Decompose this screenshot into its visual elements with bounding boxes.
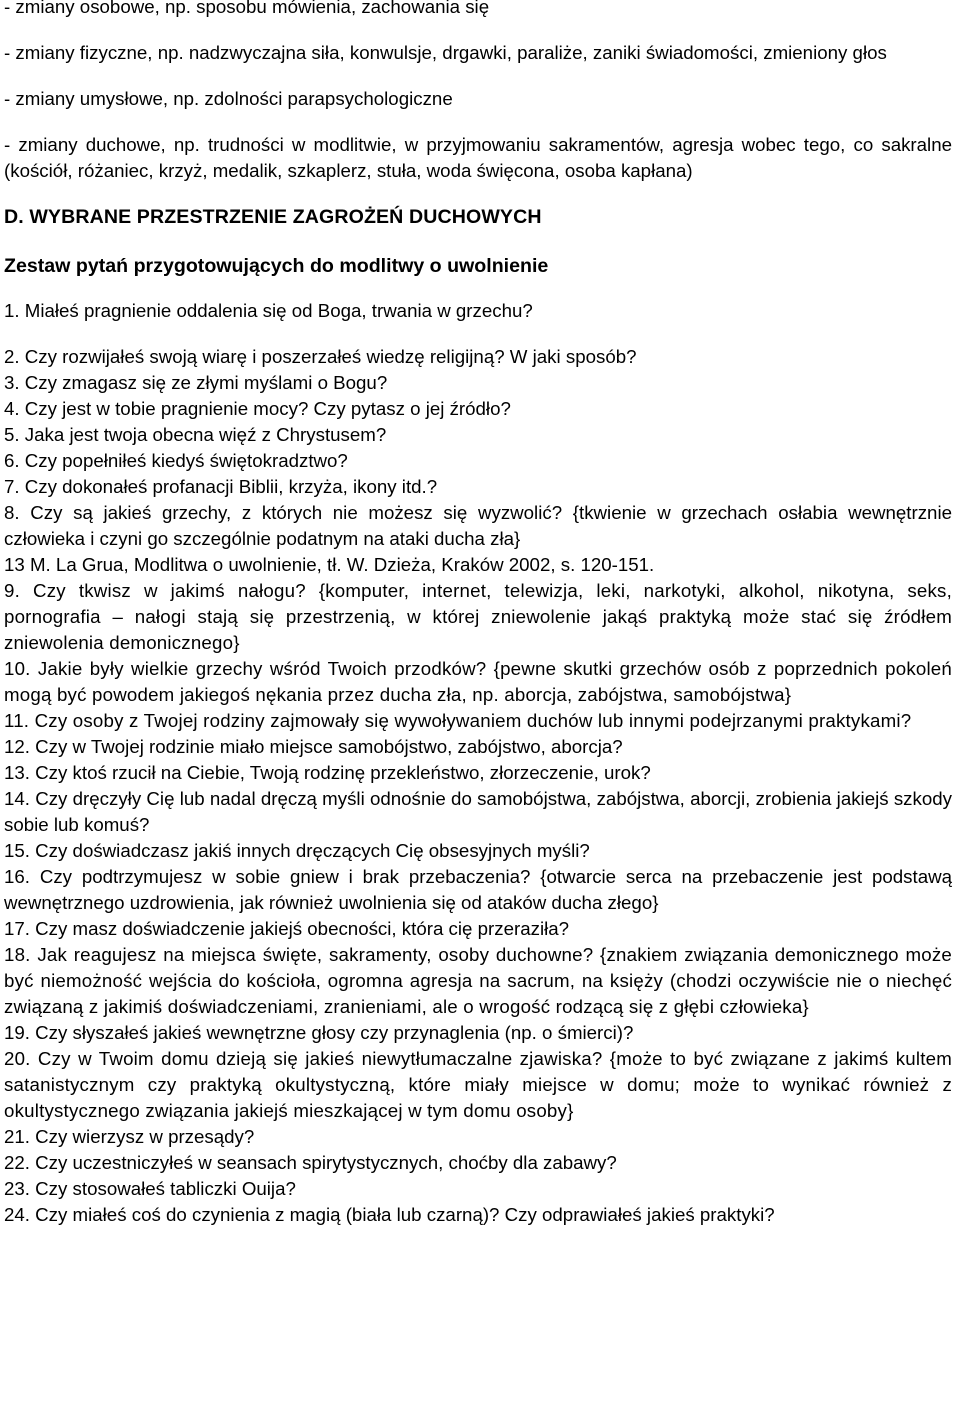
question-item: 23. Czy stosowałeś tabliczki Ouija? [4, 1178, 296, 1199]
section-heading: D. WYBRANE PRZESTRZENIE ZAGROŻEŃ DUCHOWYCH [4, 206, 542, 228]
question-item: 15. Czy doświadczasz jakiś innych dręczących Cię obsesyjnych myśli? [4, 840, 590, 861]
question-item: 1. Miałeś pragnienie oddalenia się od Boga, trwania w grzechu? [4, 300, 533, 321]
question-item: 9. Czy tkwisz w jakimś nałogu? {komputer, internet, telewizja, leki, narkotyki, alkohol, nikotyna, seks, pornografia – nałogi stają się przestrzenią, w której zniewolenie jakąś praktyką może stać się źródłem zniewolenia demonicznego} [4, 580, 952, 653]
symptom-list [4, 0, 952, 184]
question-item: 22. Czy uczestniczyłeś w seansach spirytystycznych, choćby dla zabawy? [4, 1152, 617, 1173]
question-item: 19. Czy słyszałeś jakieś wewnętrzne głosy czy przynaglenia (np. o śmierci)? [4, 1022, 634, 1043]
question-item: 13. Czy ktoś rzucił na Ciebie, Twoją rodzinę przekleństwo, złorzeczenie, urok? [4, 762, 651, 783]
question-item: 7. Czy dokonałeś profanacji Biblii, krzyża, ikony itd.? [4, 476, 438, 497]
question-item: 5. Jaka jest twoja obecna więź z Chrystusem? [4, 424, 387, 445]
symptom-item: - zmiany duchowe, np. trudności w modlitwie, w przyjmowaniu sakramentów, agresja wobec tego, co sakralne (kościół, różaniec, krzyż, medalik, szkaplerz, stuła, woda święcona, osoba kapłana) [4, 134, 952, 181]
footnote: 13 M. La Grua, Modlitwa o uwolnienie, tł. W. Dzieża, Kraków 2002, s. 120-151. [4, 554, 655, 575]
symptom-item: - zmiany osobowe, np. sposobu mówienia, zachowania się [4, 0, 490, 17]
symptom-item: - zmiany umysłowe, np. zdolności parapsychologiczne [4, 88, 453, 109]
question-item: 20. Czy w Twoim domu dzieją się jakieś niewytłumaczalne zjawiska? {może to być związane z jakimś kultem satanistycznym czy praktyką okultystyczną, które miały miejsce w domu; może to wynikać również z okultystycznego związania jakiejś mieszkającej w tym domu osoby} [4, 1048, 952, 1121]
question-item: 3. Czy zmagasz się ze złymi myślami o Bogu? [4, 372, 388, 393]
question-item: 8. Czy są jakieś grzechy, z których nie możesz się wyzwolić? {tkwienie w grzechach osłabia wewnętrznie człowieka i czyni go szczególnie podatnym na ataki ducha zła} [4, 502, 952, 549]
question-item: 18. Jak reagujesz na miejsca święte, sakramenty, osoby duchowne? {znakiem związania demonicznego może być niemożność wejścia do kościoła, ogromna agresja na sacrum, na księży (chodzi oczywiście nie o niechęć związaną z jakimiś doświadczeniami, zranieniami, ale o wrogość rodzącą się z głębi człowieka} [4, 944, 952, 1017]
question-item: 6. Czy popełniłeś kiedyś świętokradztwo? [4, 450, 348, 471]
subheading: Zestaw pytań przygotowujących do modlitwy o uwolnienie [4, 255, 549, 277]
question-item: 16. Czy podtrzymujesz w sobie gniew i brak przebaczenia? {otwarcie serca na przebaczenie jest podstawą wewnętrznego uzdrowienia, jak również uwolnienia się od ataków ducha złego} [4, 866, 952, 913]
document-page [4, 0, 952, 1228]
question-item: 21. Czy wierzysz w przesądy? [4, 1126, 255, 1147]
question-item: 2. Czy rozwijałeś swoją wiarę i poszerzałeś wiedzę religijną? W jaki sposób? [4, 346, 637, 367]
question-item: 11. Czy osoby z Twojej rodziny zajmowały się wywoływaniem duchów lub innymi podejrzanymi praktykami? [4, 710, 912, 731]
question-item: 12. Czy w Twojej rodzinie miało miejsce samobójstwo, zabójstwo, aborcja? [4, 736, 623, 757]
question-item: 24. Czy miałeś coś do czynienia z magią (biała lub czarną)? Czy odprawiałeś jakieś praktyki? [4, 1204, 775, 1225]
question-item: 4. Czy jest w tobie pragnienie mocy? Czy pytasz o jej źródło? [4, 398, 511, 419]
symptom-item: - zmiany fizyczne, np. nadzwyczajna siła, konwulsje, drgawki, paraliże, zaniki świadomości, zmieniony głos [4, 42, 887, 63]
question-item: 17. Czy masz doświadczenie jakiejś obecności, która cię przeraziła? [4, 918, 570, 939]
question-item: 10. Jakie były wielkie grzechy wśród Twoich przodków? {pewne skutki grzechów osób z poprzednich pokoleń mogą być powodem jakiegoś nękania przez ducha zła, np. aborcja, zabójstwa, samobójstwa} [4, 658, 952, 705]
question-list [4, 344, 952, 1228]
question-item: 14. Czy dręczyły Cię lub nadal dręczą myśli odnośnie do samobójstwa, zabójstwa, aborcji, zrobienia jakiejś szkody sobie lub komuś? [4, 788, 952, 835]
